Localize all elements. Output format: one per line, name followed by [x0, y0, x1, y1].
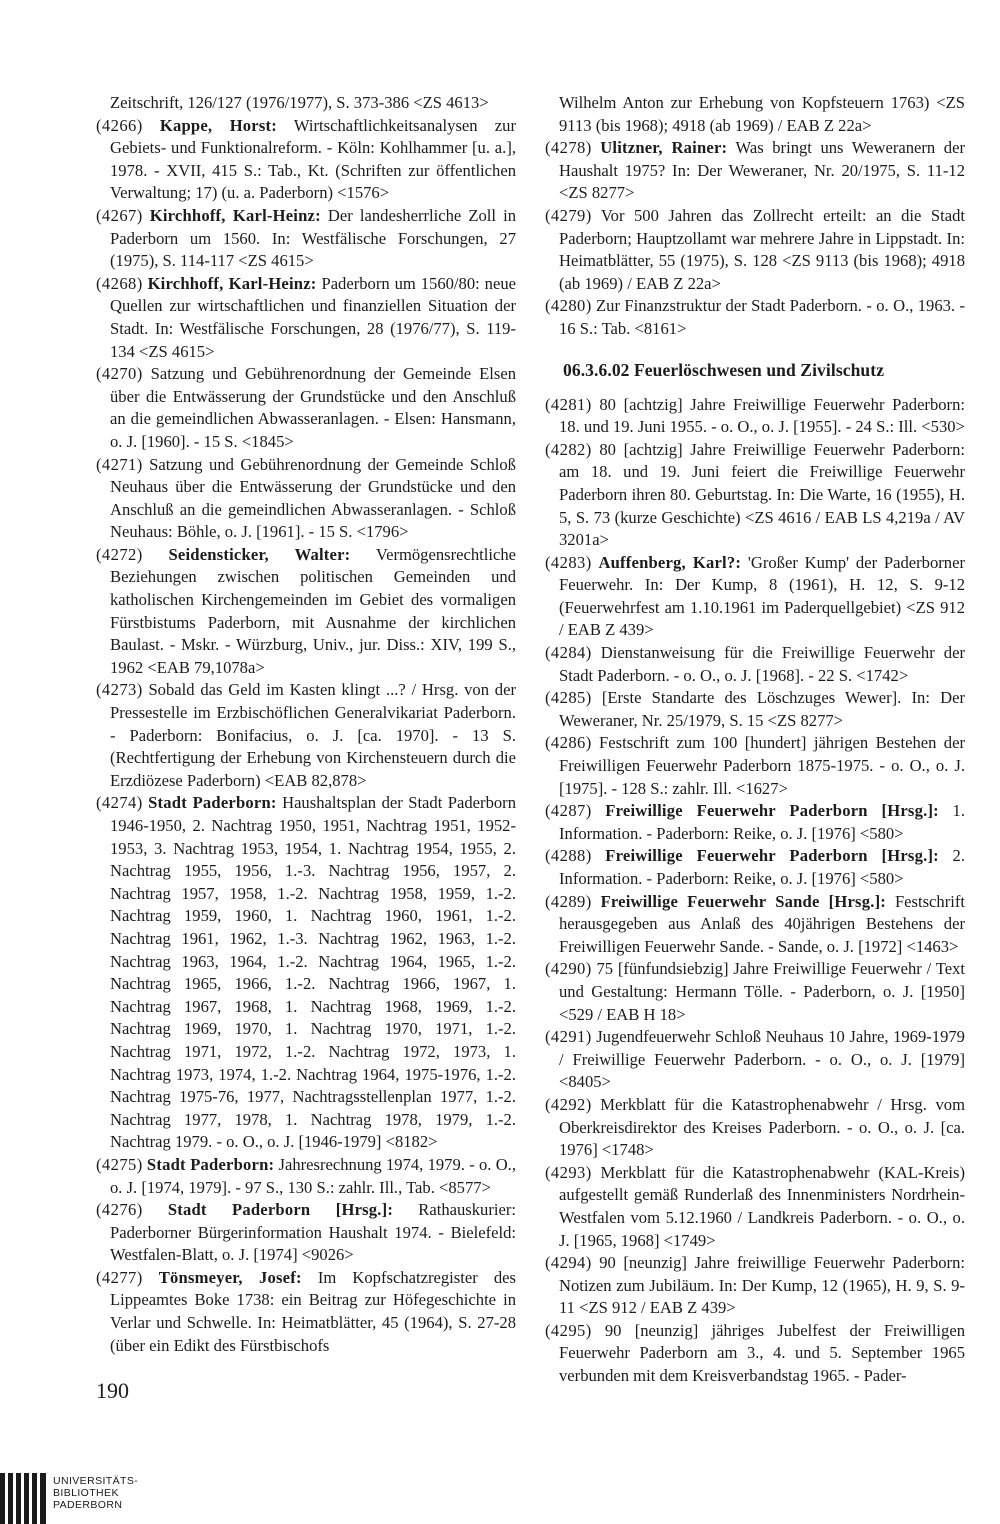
entry-author: Stadt Paderborn: — [148, 793, 277, 813]
entry-text: 90 [neunzig] jähriges Jubelfest der Freiwilligen Feuerwehr Paderborn am 3., 4. und 5. September 1965 verbunden mit dem Kreisverbandstag 1965. - Pader- — [559, 1320, 965, 1386]
entry-text: Paderborn um 1560/80: neue Quellen zur wirtschaftlichen und finanziellen Situation der Stadt. In: Westfälische Forschungen, 28 (1976/77), S. 119-134 <ZS 4615> — [110, 273, 516, 361]
bibliography-entry — [545, 552, 965, 642]
entry-text: [Erste Standarte des Löschzuges Wewer]. In: Der Weweraner, Nr. 25/1979, S. 15 <ZS 8277> — [559, 688, 965, 730]
logo-line-1: UNIVERSITÄTS- — [53, 1475, 139, 1487]
entry-text: 1. Information. - Paderborn: Reike, o. J. [1976] <580> — [559, 801, 965, 843]
entry-number: (4291) — [545, 1027, 592, 1047]
entry-text: Rathauskurier: Paderborner Bürgerinformation Haushalt 1974. - Bielefeld: Westfalen-Blatt, o. J. [1974] <9026> — [110, 1200, 516, 1265]
entry-number: (4275) — [96, 1154, 143, 1174]
entry-text: 75 [fünfundsiebzig] Jahre Freiwillige Feuerwehr / Text und Gestaltung: Hermann Tölle. - Paderborn, o. J. [1950] <529 / EAB H 18> — [559, 959, 965, 1024]
entry-text: Merkblatt für die Katastrophenabwehr / Hrsg. vom Oberkreisdirektor des Kreises Paderborn. - o. O., o. J. [ca. 1976] <1748> — [559, 1094, 965, 1160]
bibliography-entry — [96, 1199, 516, 1267]
entry-text: Zeitschrift, 126/127 (1976/1977), S. 373-386 <ZS 4613> — [110, 93, 489, 112]
entry-text: Haushaltsplan der Stadt Paderborn 1946-1950, 2. Nachtrag 1950, 1951, Nachtrag 1951, 1952-1953, 3. Nachtrag 1953, 1954, 1. Nachtrag 1954, 1955, 2. Nachtrag 1955, 1956, 1.-3. Nachtrag 1956, 1957, 2. Nachtrag 1957, 1958, 1.-2. Nachtrag 1958, 1959, 1.-2. Nachtrag 1959, 1960, 1. Nachtrag 1960, 1961, 1.-2. Nachtrag 1961, 1962, 1.-3. Nachtrag 1962, 1963, 1.-2. Nachtrag 1963, 1964, 1.-2. Nachtrag 1964, 1965, 1.-2. Nachtrag 1965, 1966, 1.-2. Nachtrag 1966, 1967, 1. Nachtrag 1967, 1968, 1. Nachtrag 1968, 1969, 1.-2. Nachtrag 1969, 1970, 1. Nachtrag 1970, 1971, 1.-2. Nachtrag 1971, 1972, 1.-2. Nachtrag 1972, 1973, 1. Nachtrag 1973, 1974, 1.-2. Nachtrag 1964, 1975-1976, 1.-2. Nachtrag 1975-76, 1977, Nachtragsstellenplan 1977, 1.-2. Nachtrag 1977, 1978, 1. Nachtrag 1978, 1979, 1.-2. Nachtrag 1979. - o. O., o. J. [1946-1979] <8182> — [110, 793, 516, 1152]
right-column-bottom — [545, 394, 965, 1388]
bibliography-entry — [96, 1267, 516, 1357]
bibliography-entry — [545, 958, 965, 1026]
logo-line-2: BIBLIOTHEK — [53, 1487, 119, 1499]
bibliography-entry — [545, 439, 965, 552]
entry-text: Vor 500 Jahren das Zollrecht erteilt: an die Stadt Paderborn; Hauptzollamt war mehrere Jahre in Lippstadt. In: Heimatblätter, 55 (1975), S. 128 <ZS 9113 (bis 1968); 4918 (ab 1969) / EAB Z 22a> — [559, 205, 965, 293]
entry-number: (4288) — [545, 846, 592, 866]
entry-text: Zur Finanzstruktur der Stadt Paderborn. - o. O., 1963. - 16 S.: Tab. <8161> — [559, 296, 965, 338]
entry-text: Jugendfeuerwehr Schloß Neuhaus 10 Jahre, 1969-1979 / Freiwillige Feuerwehr Paderborn. - o. O., o. J. [1979] <8405> — [559, 1027, 965, 1092]
bibliography-entry — [545, 92, 965, 137]
entry-author: Tönsmeyer, Josef: — [158, 1267, 302, 1287]
entry-number: (4290) — [545, 959, 592, 979]
entry-number: (4280) — [545, 296, 592, 316]
entry-text: Festschrift herausgegeben aus Anlaß des 40jährigen Bestehens der Freiwilligen Feuerwehr Sande. - Sande, o. J. [1972] <1463> — [559, 891, 965, 956]
entry-author: Freiwillige Feuerwehr Sande [Hrsg.]: — [600, 891, 887, 911]
entry-text: Merkblatt für die Katastrophenabwehr (KAL-Kreis) aufgestellt gemäß Runderlaß des Innenministers Nordrhein-Westfalen vom 5.12.1960 / Landkreis Paderborn. - o. O., o. J. [1965, 1968] <1749> — [559, 1162, 965, 1250]
entry-text: Satzung und Gebührenordnung der Gemeinde Elsen über die Entwässerung der Grundstücke und den Anschluß an die gemeindlichen Abwasseranlagen. - Elsen: Hansmann, o. J. [1960]. - 15 S. <1845> — [110, 364, 516, 451]
bibliography-entry — [545, 1162, 965, 1252]
entry-number: (4274) — [96, 793, 143, 813]
entry-number: (4276) — [96, 1200, 143, 1220]
bibliography-entry — [96, 454, 516, 544]
entry-number: (4295) — [545, 1320, 592, 1340]
right-column — [545, 92, 965, 1388]
entry-text: Satzung und Gebührenordnung der Gemeinde Schloß Neuhaus über die Entwässerung der Grundstücke und den Anschluß an die gemeindlichen Abwasseranlagen. - Schloß Neuhaus: Böhle, o. J. [1961]. - 15 S. <1796> — [110, 454, 516, 542]
entry-author: Seidensticker, Walter: — [168, 544, 351, 564]
entry-number: (4284) — [545, 643, 592, 663]
page-number: 190 — [96, 1378, 129, 1403]
entry-number: (4266) — [96, 115, 143, 135]
logo-line-3: PADERBORN — [53, 1499, 123, 1511]
bibliography-entry — [545, 687, 965, 732]
bibliography-entry — [545, 1320, 965, 1388]
entry-author: Stadt Paderborn: — [146, 1154, 275, 1174]
entry-number: (4267) — [96, 205, 143, 225]
bibliography-entry — [96, 1154, 516, 1199]
entry-author: Kappe, Horst: — [159, 115, 277, 135]
section-heading: 06.3.6.02 Feuerlöschwesen und Zivilschutz — [563, 359, 885, 380]
bibliography-entry — [545, 800, 965, 845]
entry-text: 2. Information. - Paderborn: Reike, o. J. [1976] <580> — [559, 846, 965, 888]
entry-number: (4292) — [545, 1094, 592, 1114]
bibliography-entry — [545, 1094, 965, 1162]
bibliography-entry — [545, 1252, 965, 1320]
entry-text: Was bringt uns Weweranern der Haushalt 1975? In: Der Weweraner, Nr. 20/1975, S. 11-12 <ZS 8277> — [559, 138, 965, 203]
entry-number: (4268) — [96, 273, 143, 293]
entry-author: Ulitzner, Rainer: — [600, 138, 728, 158]
bibliography-entry — [545, 1026, 965, 1094]
bibliography-entry — [96, 544, 516, 680]
entry-number: (4273) — [96, 680, 143, 700]
entry-text: 'Großer Kump' der Paderborner Feuerwehr. In: Der Kump, 8 (1961), H. 12, S. 9-12 (Feuerwehrfest am 1.10.1961 im Paderquellgebiet) <ZS 912 / EAB Z 439> — [559, 552, 965, 640]
right-column-top — [545, 92, 965, 341]
bibliography-entry — [545, 137, 965, 205]
bibliography-entry — [545, 205, 965, 295]
entry-number: (4278) — [545, 138, 592, 158]
entry-number: (4281) — [545, 394, 592, 414]
bibliography-entry — [545, 845, 965, 890]
entry-text: Festschrift zum 100 [hundert] jährigen Bestehen der Freiwilligen Feuerwehr Paderborn 1875-1975. - o. O., o. J. [1975]. - 128 S.: zahlr. Ill. <1627> — [559, 733, 965, 798]
entry-author: Kirchhoff, Karl-Heinz: — [149, 205, 321, 225]
entry-text: Vermögensrechtliche Beziehungen zwischen politischen Gemeinden und katholischen Kirchengemeinden im Gebiet des vormaligen Fürstbistums Paderborn, mit Ausnahme der kirchlichen Baulast. - Mskr. - Würzburg, Univ., jur. Diss.: XIV, 199 S., 1962 <EAB 79,1078a> — [110, 544, 517, 677]
entry-text: 80 [achtzig] Jahre Freiwillige Feuerwehr Paderborn: am 18. und 19. Juni feiert die Freiwillige Feuerwehr Paderborn ihren 80. Geburtstag. In: Die Warte, 16 (1955), H. 5, S. 73 (kurze Geschichte) <ZS 4616 / EAB LS 4,219a / AV 3201a> — [559, 439, 965, 550]
entry-text: Wilhelm Anton zur Erhebung von Kopfsteuern 1763) <ZS 9113 (bis 1968); 4918 (ab 1969) / EAB Z 22a> — [559, 93, 965, 135]
entry-text: Im Kopfschatzregister des Lippeamtes Boke 1738: ein Beitrag zur Höfegeschichte in Verlar und Schwelle. In: Heimatblätter, 45 (1964), S. 27-28 (über ein Edikt des Fürstbischofs — [110, 1267, 516, 1355]
entry-text: 80 [achtzig] Jahre Freiwillige Feuerwehr Paderborn: 18. und 19. Juni 1955. - o. O., o. J. [1955]. - 24 S.: Ill. <530> — [559, 394, 965, 437]
entry-number: (4279) — [545, 205, 592, 225]
entry-text: Wirtschaftlichkeitsanalysen zur Gebiets- und Funktionalreform. - Köln: Kohlhammer [u. a.], 1978. - XVII, 415 S.: Tab., Kt. (Schriften zur öffentlichen Verwaltung; 17) (u. a. Paderborn) <1576> — [110, 115, 516, 203]
bibliography-entry — [545, 891, 965, 959]
entry-number: (4271) — [96, 454, 143, 474]
entry-number: (4285) — [545, 688, 592, 708]
entry-author: Auffenberg, Karl?: — [598, 552, 742, 572]
bibliography-entry — [545, 642, 965, 687]
bibliography-entry — [545, 295, 965, 340]
bibliography-entry — [96, 115, 516, 205]
entry-author: Freiwillige Feuerwehr Paderborn [Hrsg.]: — [605, 846, 939, 866]
entry-author: Kirchhoff, Karl-Heinz: — [147, 273, 317, 293]
bibliography-entry — [96, 679, 516, 792]
bibliography-entry — [96, 92, 516, 115]
entry-number: (4294) — [545, 1253, 592, 1273]
entry-number: (4286) — [545, 733, 592, 753]
entry-number: (4293) — [545, 1162, 592, 1182]
entry-number: (4289) — [545, 891, 592, 911]
entry-text: Dienstanweisung für die Freiwillige Feuerwehr der Stadt Paderborn. - o. O., o. J. [1968]. - 22 S. <1742> — [559, 643, 965, 685]
entry-number: (4287) — [545, 801, 592, 821]
entry-text: Der landesherrliche Zoll in Paderborn um 1560. In: Westfälische Forschungen, 27 (1975), S. 114-117 <ZS 4615> — [110, 205, 516, 271]
entry-number: (4270) — [96, 364, 143, 384]
bibliography-entry — [96, 792, 516, 1154]
library-logo — [0, 1473, 150, 1524]
bibliography-entry — [96, 205, 516, 273]
entry-text: Sobald das Geld im Kasten klingt ...? / Hrsg. von der Pressestelle im Erzbischöflichen Generalvikariat Paderborn. - Paderborn: Bonifacius, o. J. [ca. 1970]. - 13 S. (Rechtfertigung der Erhebung von Kirchensteuern durch die Erzdiözese Paderborn) <EAB 82,878> — [110, 680, 516, 790]
left-column — [96, 92, 516, 1357]
bibliography-entry — [545, 394, 965, 439]
entry-number: (4277) — [96, 1267, 143, 1287]
entry-author: Stadt Paderborn [Hrsg.]: — [167, 1200, 394, 1220]
entry-text: Jahresrechnung 1974, 1979. - o. O., o. J. [1974, 1979]. - 97 S., 130 S.: zahlr. Ill., Tab. <8577> — [110, 1154, 516, 1197]
entry-number: (4282) — [545, 439, 592, 459]
bibliography-entry — [96, 273, 516, 363]
entry-number: (4272) — [96, 544, 143, 564]
entry-number: (4283) — [545, 552, 592, 572]
bibliography-entry — [545, 732, 965, 800]
library-logo-bars-icon — [0, 1473, 50, 1524]
bibliography-entry — [96, 363, 516, 453]
entry-text: 90 [neunzig] Jahre freiwillige Feuerwehr Paderborn: Notizen zum Jubiläum. In: Der Kump, 12 (1965), H. 9, S. 9-11 <ZS 912 / EAB Z 439> — [559, 1253, 965, 1318]
entry-author: Freiwillige Feuerwehr Paderborn [Hrsg.]: — [605, 801, 939, 821]
